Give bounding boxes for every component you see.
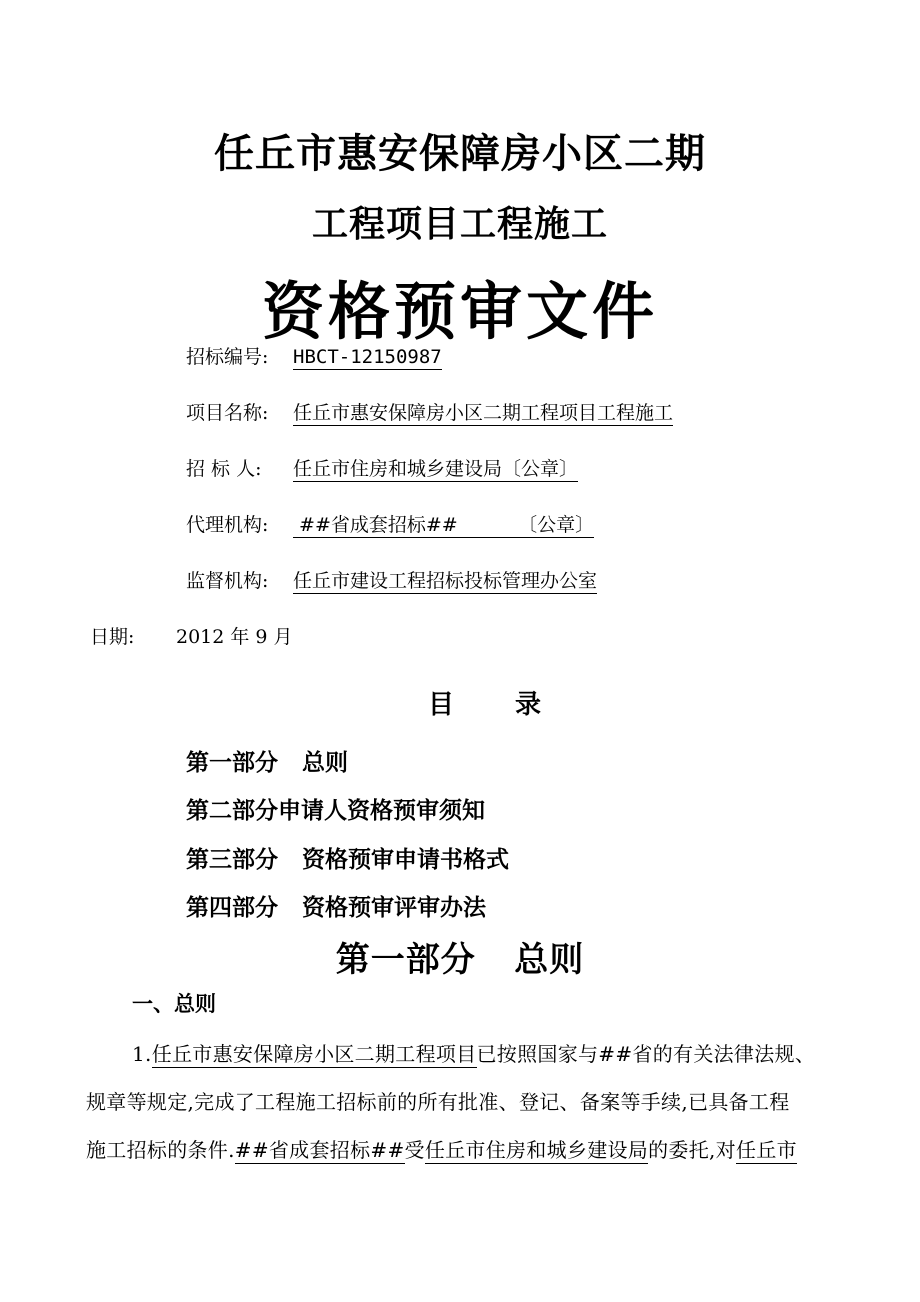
para-line3-a: 施工招标的条件. [86,1138,235,1162]
bid-number-label: 招标编号: [186,346,269,368]
paragraph-line2: 规章等规定,完成了工程施工招标前的所有批准、登记、备案等手续,已具备工程 [86,1090,790,1114]
agency-label: 代理机构: [186,514,269,536]
toc-item-4: 第四部分 资格预审评审办法 [186,895,487,921]
para-project-name: 任丘市惠安保障房小区二期工程项目 [151,1042,477,1066]
toc-item-1: 第一部分 总则 [186,750,349,776]
agency-value: ##省成套招标## 〔公章〕 [293,514,595,536]
date-label: 日期: [90,626,135,648]
para-line3-c: 的委托,对 [648,1138,736,1162]
info-agency [186,510,594,537]
tenderer-label: 招 标 人: [186,458,262,480]
toc-item-3: 第三部分 资格预审申请书格式 [186,847,510,873]
cover-title-line1: 任丘市惠安保障房小区二期 [214,131,706,177]
paragraph-line1 [132,1038,815,1067]
para-line3-bureau: 任丘市住房和城乡建设局 [424,1138,649,1162]
info-project-name [186,398,673,425]
cover-title-line2: 工程项目工程施工 [311,204,608,245]
supervision-label: 监督机构: [186,570,269,592]
date-value: 2012 年 9 月 [176,626,293,648]
cover-title-line3: 资格预审文件 [261,275,658,348]
tenderer-value: 任丘市住房和城乡建设局〔公章〕 [293,458,579,480]
info-date [90,622,293,649]
project-name-label: 项目名称: [186,402,269,424]
para-line3-b: 受 [404,1138,425,1162]
section1-heading: 一、总则 [132,992,216,1016]
paragraph-line3 [86,1134,797,1163]
toc-item-2: 第二部分申请人资格预审须知 [186,798,485,824]
info-supervision [186,566,597,593]
supervision-value: 任丘市建设工程招标投标管理办公室 [293,570,598,592]
info-tenderer [186,454,578,481]
toc-title: 目 录 [428,690,568,720]
para-line3-d: 任丘市 [735,1138,797,1162]
part1-title: 第一部分 总则 [335,940,585,980]
info-bid-number [186,342,442,369]
para-text1: 已按照国家与##省的有关法律法规、 [476,1042,816,1066]
project-name-value: 任丘市惠安保障房小区二期工程项目工程施工 [293,402,674,424]
bid-number-value: HBCT-12150987 [293,346,442,368]
para-line3-agency: ##省成套招标## [234,1138,405,1162]
para-prefix: 1. [132,1042,152,1066]
